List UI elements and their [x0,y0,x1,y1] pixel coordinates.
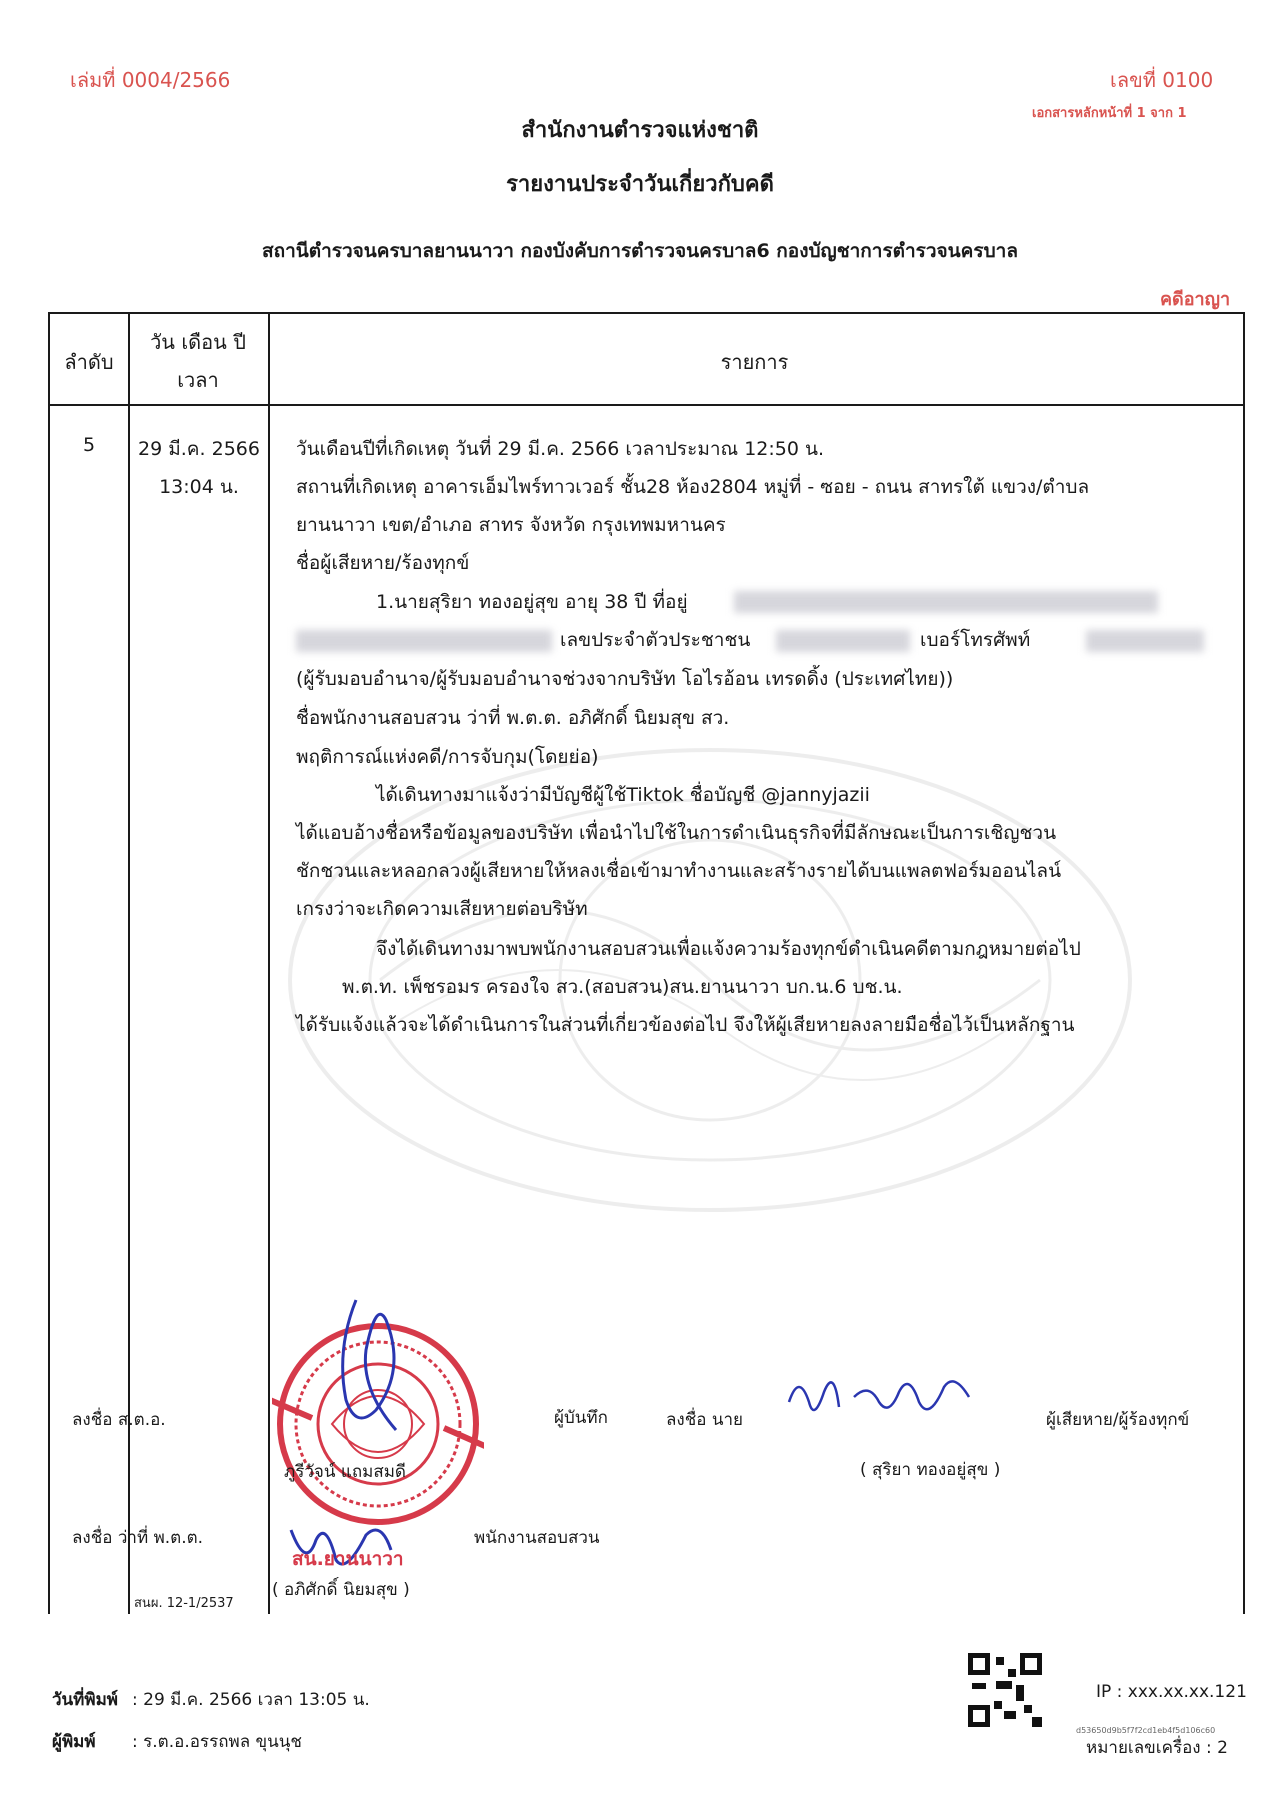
case-type: คดีอาญา [1160,289,1231,310]
signature-label-recorder: ลงชื่อ ส.ต.อ. [72,1410,166,1430]
page-info: เอกสารหลักหน้าที่ 1 จาก 1 [1032,106,1187,121]
id-number-label: เลขประจำตัวประชาชน [560,629,751,651]
investigator-role: พนักงานสอบสวน [474,1528,600,1548]
entry-time: 13:04 น. [159,476,239,498]
redacted-phone [1086,630,1204,652]
redacted-address-cont [296,630,552,652]
machine-number: หมายเลขเครื่อง : 2 [1086,1738,1228,1758]
incident-datetime: วันเดือนปีที่เกิดเหตุ วันที่ 29 มี.ค. 2566 เวลาประมาณ 12:50 น. [296,438,825,460]
victim-role: ผู้เสียหาย/ผู้ร้องทุกข์ [1046,1410,1190,1430]
redacted-id-number [776,630,910,652]
narrative-line: เกรงว่าจะเกิดความเสียหายต่อบริษัท [296,898,588,920]
narrative-line: พ.ต.ท. เพ็ชรอมร ครองใจ สว.(สอบสวน)สน.ยานนาวา บก.น.6 บช.น. [342,976,903,998]
entry-date: 29 มี.ค. 2566 [138,438,260,460]
station-stamp-text: สน.ยานนาวา [292,1548,404,1570]
printer-value: : ร.ต.อ.อรรถพล ขุนนุช [132,1732,302,1752]
form-code: สนผ. 12-1/2537 [134,1596,234,1611]
narrative-line: ได้เดินทางมาแจ้งว่ามีบัญชีผู้ใช้Tiktok ชื่อบัญชี @jannyjazii [376,784,870,806]
column-header-seq: ลำดับ [64,350,114,374]
column-header-details: รายการ [720,350,789,374]
investigator-name-signed: ( อภิศักดิ์ นิยมสุข ) [272,1580,410,1600]
printer-label: ผู้พิมพ์ [52,1732,96,1752]
phone-label: เบอร์โทรศัพท์ [920,629,1031,651]
document-title-agency: สำนักงานตำรวจแห่งชาติ [521,118,759,143]
signature-label-investigator: ลงชื่อ ว่าที่ พ.ต.ต. [72,1528,204,1548]
victim-name: ( สุริยา ทองอยู่สุข ) [860,1460,1001,1480]
entry-seq: 5 [82,434,96,456]
signature-label-victim: ลงชื่อ นาย [666,1410,743,1430]
header-divider [50,404,1243,406]
print-date-value: : 29 มี.ค. 2566 เวลา 13:05 น. [132,1690,370,1710]
column-divider [268,314,270,1614]
victim-heading: ชื่อผู้เสียหาย/ร้องทุกข์ [296,552,470,574]
recorder-name: ภูรีวัจน์ แถมสมดี [284,1462,406,1482]
narrative-line: ชักชวนและหลอกลวงผู้เสียหายให้หลงเชื่อเข้ามาทำงานและสร้างรายได้บนแพลตฟอร์มออนไลน์ [296,860,1062,882]
document-title-report: รายงานประจำวันเกี่ยวกับคดี [506,172,774,197]
ip-address: IP : xxx.xx.xx.121 [1096,1682,1247,1702]
qr-code [968,1653,1042,1727]
victim-name-age: 1.นายสุริยา ทองอยู่สุข อายุ 38 ปี ที่อยู่ [376,591,688,613]
column-header-date: วัน เดือน ปี [150,330,246,354]
incident-location-cont: ยานนาวา เขต/อำเภอ สาทร จังหวัด กรุงเทพมหานคร [296,514,726,536]
authorized-representative: (ผู้รับมอบอำนาจ/ผู้รับมอบอำนาจช่วงจากบริษัท โอไรอ้อน เทรดดิ้ง (ประเทศไทย)) [296,668,954,690]
case-summary-heading: พฤติการณ์แห่งคดี/การจับกุม(โดยย่อ) [296,746,599,768]
investigator-name: ชื่อพนักงานสอบสวน ว่าที่ พ.ต.ต. อภิศักดิ์ นิยมสุข สว. [296,707,730,729]
signature-recorder [316,1290,436,1450]
narrative-line: ได้รับแจ้งแล้วจะได้ดำเนินการในส่วนที่เกี่ยวข้องต่อไป จึงให้ผู้เสียหายลงลายมือชื่อไว้เป็นหลักฐาน [296,1014,1075,1036]
column-header-time: เวลา [177,368,219,392]
document-number: เลขที่ 0100 [1110,68,1214,92]
signature-victim [784,1362,974,1432]
redacted-address [734,591,1158,613]
book-number: เล่มที่ 0004/2566 [70,68,231,92]
incident-location: สถานที่เกิดเหตุ อาคารเอ็มไพร์ทาวเวอร์ ชั้น28 ห้อง2804 หมู่ที่ - ซอย - ถนน สาทรใต้ แขวง/ตำบล [296,476,1090,498]
narrative-line: ได้แอบอ้างชื่อหรือข้อมูลของบริษัท เพื่อนำไปใช้ในการดำเนินธุรกิจที่มีลักษณะเป็นการเชิญชวน [296,822,1057,844]
print-date-label: วันที่พิมพ์ [52,1690,118,1710]
document-hash: d53650d9b5f7f2cd1eb4f5d106c60 [1076,1726,1216,1735]
narrative-line: จึงได้เดินทางมาพบพนักงานสอบสวนเพื่อแจ้งความร้องทุกข์ดำเนินคดีตามกฎหมายต่อไป [376,938,1081,960]
station-name: สถานีตำรวจนครบาลยานนาวา กองบังคับการตำรวจนครบาล6 กองบัญชาการตำรวจนครบาล [262,240,1018,262]
recorder-role: ผู้บันทึก [554,1408,608,1428]
